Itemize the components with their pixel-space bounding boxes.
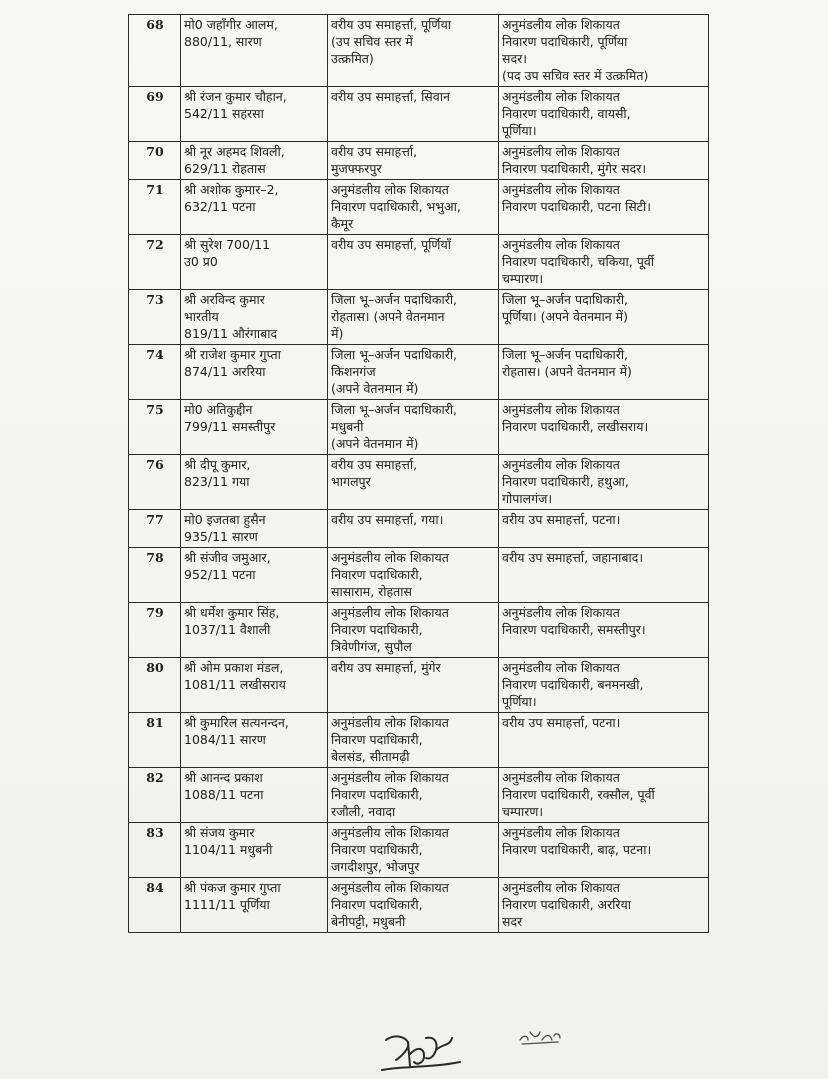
- table-row: [129, 878, 709, 933]
- current-posting-cell: [328, 180, 499, 235]
- officer-name-cell: [181, 87, 328, 142]
- table-row: [129, 603, 709, 658]
- cell-line: वरीय उप समाहर्त्ता, पटना।: [502, 715, 621, 730]
- officer-name-cell: [181, 878, 328, 933]
- table-row: [129, 658, 709, 713]
- cell-line: अनुमंडलीय लोक शिकायत: [502, 144, 620, 159]
- cell-line: 1081/11 लखीसराय: [184, 677, 286, 692]
- new-posting-cell: [499, 603, 709, 658]
- cell-line: निवारण पदाधिकारी,: [331, 567, 423, 582]
- cell-line: श्री दीपू कुमार,: [184, 457, 251, 472]
- cell-line: श्री संजय कुमार: [184, 825, 255, 840]
- table-row: [129, 823, 709, 878]
- cell-line: 1104/11 मधुबनी: [184, 842, 273, 857]
- officer-name-cell: [181, 768, 328, 823]
- table-row: [129, 180, 709, 235]
- current-posting-cell: [328, 878, 499, 933]
- cell-line: सासाराम, रोहतास: [331, 584, 412, 599]
- cell-line: अनुमंडलीय लोक शिकायत: [502, 770, 620, 785]
- serial-number: 80: [129, 658, 181, 713]
- cell-line: अनुमंडलीय लोक शिकायत: [502, 237, 620, 252]
- cell-line: निवारण पदाधिकारी, बाढ़, पटना।: [502, 842, 652, 857]
- cell-line: पूर्णिया।: [502, 123, 537, 138]
- cell-line: अनुमंडलीय लोक शिकायत: [331, 550, 449, 565]
- cell-line: (उप सचिव स्तर में: [331, 34, 413, 49]
- current-posting-cell: [328, 400, 499, 455]
- cell-line: अनुमंडलीय लोक शिकायत: [502, 457, 620, 472]
- cell-line: श्री पंकज कुमार गुप्ता: [184, 880, 281, 895]
- cell-line: मो0 अतिकुद्दीन: [184, 402, 253, 417]
- cell-line: वरीय उप समाहर्त्ता, गया।: [331, 512, 444, 527]
- new-posting-cell: [499, 768, 709, 823]
- cell-line: श्री अरविन्द कुमार: [184, 292, 265, 307]
- cell-line: 1084/11 सारण: [184, 732, 266, 747]
- cell-line: निवारण पदाधिकारी, हथुआ,: [502, 474, 629, 489]
- serial-number: 84: [129, 878, 181, 933]
- cell-line: अनुमंडलीय लोक शिकायत: [502, 17, 620, 32]
- table-row: [129, 290, 709, 345]
- current-posting-cell: [328, 235, 499, 290]
- cell-line: अनुमंडलीय लोक शिकायत: [502, 402, 620, 417]
- officer-name-cell: [181, 713, 328, 768]
- cell-line: निवारण पदाधिकारी, बनमनखी,: [502, 677, 644, 692]
- table-row: [129, 345, 709, 400]
- cell-line: निवारण पदाधिकारी, वायसी,: [502, 106, 631, 121]
- cell-line: 935/11 सारण: [184, 529, 258, 544]
- current-posting-cell: [328, 15, 499, 87]
- table-row: [129, 510, 709, 548]
- cell-line: रजौली, नवादा: [331, 804, 396, 819]
- cell-line: सदर।: [502, 51, 527, 66]
- cell-line: 799/11 समस्तीपुर: [184, 419, 276, 434]
- cell-line: 874/11 अररिया: [184, 364, 266, 379]
- cell-line: 952/11 पटना: [184, 567, 256, 582]
- cell-line: उत्क्रमित): [331, 51, 374, 66]
- cell-line: श्री रंजन कुमार चौहान,: [184, 89, 287, 104]
- serial-number: 70: [129, 142, 181, 180]
- new-posting-cell: [499, 345, 709, 400]
- cell-line: वरीय उप समाहर्त्ता,: [331, 457, 418, 472]
- new-posting-cell: [499, 713, 709, 768]
- cell-line: 1111/11 पूर्णिया: [184, 897, 270, 912]
- current-posting-cell: [328, 658, 499, 713]
- cell-line: अनुमंडलीय लोक शिकायत: [502, 660, 620, 675]
- new-posting-cell: [499, 180, 709, 235]
- officer-name-cell: [181, 142, 328, 180]
- cell-line: श्री सुरेश 700/11: [184, 237, 271, 252]
- cell-line: उ0 प्र0: [184, 254, 218, 269]
- cell-line: अनुमंडलीय लोक शिकायत: [331, 825, 449, 840]
- new-posting-cell: [499, 823, 709, 878]
- officer-name-cell: [181, 823, 328, 878]
- cell-line: श्री ओम प्रकाश मंडल,: [184, 660, 284, 675]
- cell-line: जगदीशपुर, भोजपुर: [331, 859, 420, 874]
- new-posting-cell: [499, 142, 709, 180]
- new-posting-cell: [499, 878, 709, 933]
- cell-line: वरीय उप समाहर्त्ता,: [331, 144, 418, 159]
- cell-line: (अपने वेतनमान में): [331, 381, 419, 396]
- cell-line: किशनगंज: [331, 364, 376, 379]
- cell-line: कैमूर: [331, 216, 354, 231]
- current-posting-cell: [328, 455, 499, 510]
- current-posting-cell: [328, 823, 499, 878]
- cell-line: निवारण पदाधिकारी,: [331, 732, 423, 747]
- transfer-table: [128, 14, 709, 933]
- cell-line: वरीय उप समाहर्त्ता, सिवान: [331, 89, 450, 104]
- table-row: [129, 235, 709, 290]
- cell-line: अनुमंडलीय लोक शिकायत: [331, 182, 449, 197]
- cell-line: निवारण पदाधिकारी, पटना सिटी।: [502, 199, 652, 214]
- new-posting-cell: [499, 400, 709, 455]
- cell-line: बेनीपट्टी, मधुबनी: [331, 914, 406, 929]
- cell-line: अनुमंडलीय लोक शिकायत: [331, 605, 449, 620]
- cell-line: में): [331, 326, 344, 341]
- cell-line: 823/11 गया: [184, 474, 250, 489]
- cell-line: श्री कुमारिल सत्यनन्दन,: [184, 715, 289, 730]
- serial-number: 71: [129, 180, 181, 235]
- current-posting-cell: [328, 290, 499, 345]
- officer-name-cell: [181, 455, 328, 510]
- cell-line: मुजफ्फरपुर: [331, 161, 382, 176]
- officer-name-cell: [181, 603, 328, 658]
- cell-line: मधुबनी: [331, 419, 364, 434]
- officer-name-cell: [181, 510, 328, 548]
- cell-line: 1037/11 वैशाली: [184, 622, 271, 637]
- initial-mark: [516, 1022, 564, 1050]
- cell-line: वरीय उप समाहर्त्ता, पूर्णियाँ: [331, 237, 451, 252]
- cell-line: श्री संजीव जमुआर,: [184, 550, 271, 565]
- cell-line: चम्पारण।: [502, 804, 544, 819]
- cell-line: अनुमंडलीय लोक शिकायत: [502, 89, 620, 104]
- cell-line: 632/11 पटना: [184, 199, 256, 214]
- serial-number: 79: [129, 603, 181, 658]
- table-row: [129, 142, 709, 180]
- cell-line: गोपालगंज।: [502, 491, 553, 506]
- cell-line: श्री अशोक कुमार–2,: [184, 182, 279, 197]
- cell-line: जिला भू–अर्जन पदाधिकारी,: [331, 292, 458, 307]
- transfer-table-body: [129, 15, 709, 933]
- cell-line: 1088/11 पटना: [184, 787, 264, 802]
- cell-line: मो0 इजतबा हुसैन: [184, 512, 266, 527]
- table-row: [129, 548, 709, 603]
- cell-line: अनुमंडलीय लोक शिकायत: [502, 825, 620, 840]
- cell-line: वरीय उप समाहर्त्ता, पूर्णिया: [331, 17, 451, 32]
- cell-line: निवारण पदाधिकारी,: [331, 622, 423, 637]
- current-posting-cell: [328, 142, 499, 180]
- cell-line: भारतीय: [184, 309, 219, 324]
- serial-number: 83: [129, 823, 181, 878]
- cell-line: 880/11, सारण: [184, 34, 262, 49]
- cell-line: अनुमंडलीय लोक शिकायत: [502, 182, 620, 197]
- cell-line: वरीय उप समाहर्त्ता, मुंगेर: [331, 660, 441, 675]
- cell-line: अनुमंडलीय लोक शिकायत: [331, 770, 449, 785]
- new-posting-cell: [499, 510, 709, 548]
- cell-line: जिला भू–अर्जन पदाधिकारी,: [331, 402, 458, 417]
- table-row: [129, 455, 709, 510]
- new-posting-cell: [499, 455, 709, 510]
- cell-line: जिला भू–अर्जन पदाधिकारी,: [502, 292, 629, 307]
- cell-line: निवारण पदाधिकारी, समस्तीपुर।: [502, 622, 646, 637]
- serial-number: 68: [129, 15, 181, 87]
- cell-line: 629/11 रोहतास: [184, 161, 266, 176]
- signature: [380, 1026, 466, 1074]
- serial-number: 74: [129, 345, 181, 400]
- cell-line: श्री राजेश कुमार गुप्ता: [184, 347, 281, 362]
- cell-line: 819/11 औरंगाबाद: [184, 326, 278, 341]
- new-posting-cell: [499, 658, 709, 713]
- current-posting-cell: [328, 768, 499, 823]
- officer-name-cell: [181, 400, 328, 455]
- officer-name-cell: [181, 658, 328, 713]
- current-posting-cell: [328, 510, 499, 548]
- cell-line: भागलपुर: [331, 474, 371, 489]
- cell-line: सदर: [502, 914, 523, 929]
- cell-line: अनुमंडलीय लोक शिकायत: [331, 715, 449, 730]
- cell-line: बेलसंड, सीतामढ़ी: [331, 749, 410, 764]
- officer-name-cell: [181, 15, 328, 87]
- cell-line: श्री आनन्द प्रकाश: [184, 770, 263, 785]
- officer-name-cell: [181, 180, 328, 235]
- cell-line: (अपने वेतनमान में): [331, 436, 419, 451]
- table-row: [129, 87, 709, 142]
- cell-line: अनुमंडलीय लोक शिकायत: [502, 880, 620, 895]
- cell-line: वरीय उप समाहर्त्ता, जहानाबाद।: [502, 550, 644, 565]
- cell-line: मो0 जहाँगीर आलम,: [184, 17, 278, 32]
- officer-name-cell: [181, 548, 328, 603]
- cell-line: पूर्णिया।: [502, 694, 537, 709]
- page-footer: [128, 1016, 708, 1076]
- cell-line: त्रिवेणीगंज, सुपौल: [331, 639, 412, 654]
- current-posting-cell: [328, 345, 499, 400]
- cell-line: (पद उप सचिव स्तर में उत्क्रमित): [502, 68, 649, 83]
- cell-line: पूर्णिया। (अपने वेतनमान में): [502, 309, 628, 324]
- serial-number: 73: [129, 290, 181, 345]
- table-row: [129, 713, 709, 768]
- table-row: [129, 15, 709, 87]
- serial-number: 69: [129, 87, 181, 142]
- cell-line: जिला भू–अर्जन पदाधिकारी,: [502, 347, 629, 362]
- cell-line: वरीय उप समाहर्त्ता, पटना।: [502, 512, 621, 527]
- cell-line: अनुमंडलीय लोक शिकायत: [502, 605, 620, 620]
- cell-line: निवारण पदाधिकारी, भभुआ,: [331, 199, 461, 214]
- officer-name-cell: [181, 345, 328, 400]
- officer-name-cell: [181, 290, 328, 345]
- cell-line: रोहतास। (अपने वेतनमान में): [502, 364, 632, 379]
- serial-number: 75: [129, 400, 181, 455]
- cell-line: श्री धर्मेश कुमार सिंह,: [184, 605, 280, 620]
- cell-line: निवारण पदाधिकारी, पूर्णिया: [502, 34, 628, 49]
- cell-line: जिला भू–अर्जन पदाधिकारी,: [331, 347, 458, 362]
- cell-line: निवारण पदाधिकारी,: [331, 787, 423, 802]
- cell-line: 542/11 सहरसा: [184, 106, 264, 121]
- cell-line: निवारण पदाधिकारी,: [331, 842, 423, 857]
- new-posting-cell: [499, 87, 709, 142]
- cell-line: श्री नूर अहमद शिवली,: [184, 144, 285, 159]
- cell-line: निवारण पदाधिकारी, मुंगेर सदर।: [502, 161, 647, 176]
- current-posting-cell: [328, 87, 499, 142]
- current-posting-cell: [328, 603, 499, 658]
- cell-line: निवारण पदाधिकारी,: [331, 897, 423, 912]
- officer-name-cell: [181, 235, 328, 290]
- serial-number: 76: [129, 455, 181, 510]
- cell-line: रोहतास। (अपने वेतनमान: [331, 309, 445, 324]
- new-posting-cell: [499, 235, 709, 290]
- new-posting-cell: [499, 548, 709, 603]
- serial-number: 82: [129, 768, 181, 823]
- table-row: [129, 400, 709, 455]
- cell-line: अनुमंडलीय लोक शिकायत: [331, 880, 449, 895]
- serial-number: 81: [129, 713, 181, 768]
- table-row: [129, 768, 709, 823]
- serial-number: 77: [129, 510, 181, 548]
- cell-line: निवारण पदाधिकारी, लखीसराय।: [502, 419, 649, 434]
- cell-line: निवारण पदाधिकारी, अररिया: [502, 897, 632, 912]
- cell-line: निवारण पदाधिकारी, चकिया, पूर्वी: [502, 254, 655, 269]
- current-posting-cell: [328, 548, 499, 603]
- new-posting-cell: [499, 15, 709, 87]
- cell-line: निवारण पदाधिकारी, रक्सौल, पूर्वी: [502, 787, 655, 802]
- current-posting-cell: [328, 713, 499, 768]
- serial-number: 78: [129, 548, 181, 603]
- cell-line: चम्पारण।: [502, 271, 544, 286]
- serial-number: 72: [129, 235, 181, 290]
- new-posting-cell: [499, 290, 709, 345]
